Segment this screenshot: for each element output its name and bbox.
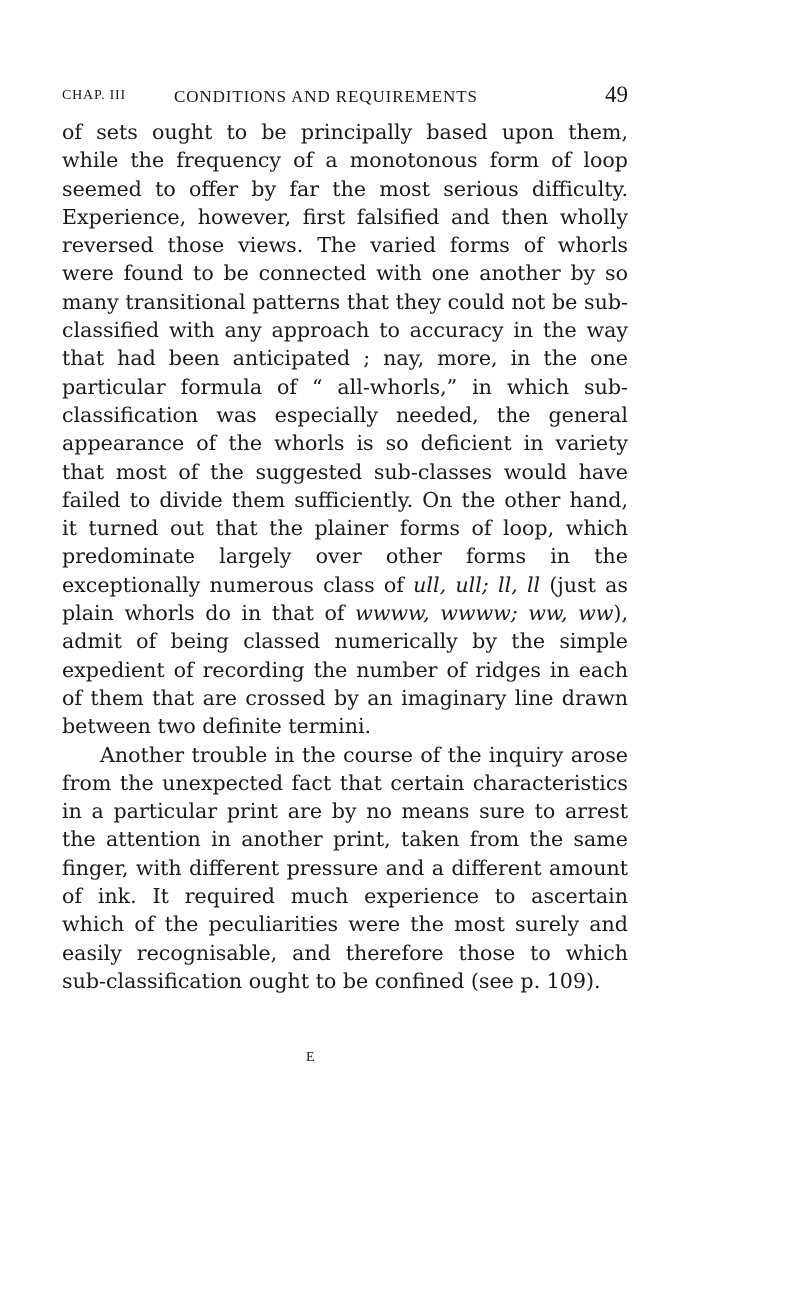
paragraph-1-part-c: ), admit of being classed numerically by the simple expedient of recording the number of ridges in each of them that are crossed by an imaginary line drawn between two definite termini. <box>62 601 628 739</box>
signature-mark: E <box>306 1050 316 1065</box>
chapter-title: CONDITIONS AND REQUIREMENTS <box>174 87 478 106</box>
paragraph-1 <box>62 118 628 741</box>
chapter-label: CHAP. III <box>62 88 126 103</box>
page-number: 49 <box>605 82 628 107</box>
paragraph-1-part-b: (just as plain whorls do in that of <box>62 572 628 626</box>
running-head <box>62 84 628 112</box>
paragraph-1-part-a: of sets ought to be principally based upon them, while the frequency of a monotonous form of loop seemed to offer by far the most serious difficulty. Experience, however, first falsified and then wholly reversed those views. The varied forms of whorls were found to be connected with one another by so many transitional patterns that they could not be sub-classified with any approach to accuracy in the way that had been anticipated ; nay, more, in the one particular formula of “ all-whorls,” in which sub-classification was especially needed, the general appearance of the whorls is so deficient in variety that most of the suggested sub-classes would have failed to divide them sufficiently. On the other hand, it turned out that the plainer forms of loop, which predominate largely over other forms in the exceptionally numerous class of <box>62 120 628 597</box>
formula-whorls: wwww, wwww; ww, ww <box>355 601 614 626</box>
paragraph-2: Another trouble in the course of the inquiry arose from the unexpected fact that certain characteristics in a particular print are by no means sure to arrest the attention in another print, taken from the same finger, with different pressure and a different amount of ink. It required much experience to ascertain which of the peculiarities were the most surely and easily recognisable, and therefore those to which sub-classification ought to be confined (see p. 109). <box>62 742 628 993</box>
formula-loops: ull, ull; ll, ll <box>413 572 541 597</box>
body-text <box>62 118 628 995</box>
